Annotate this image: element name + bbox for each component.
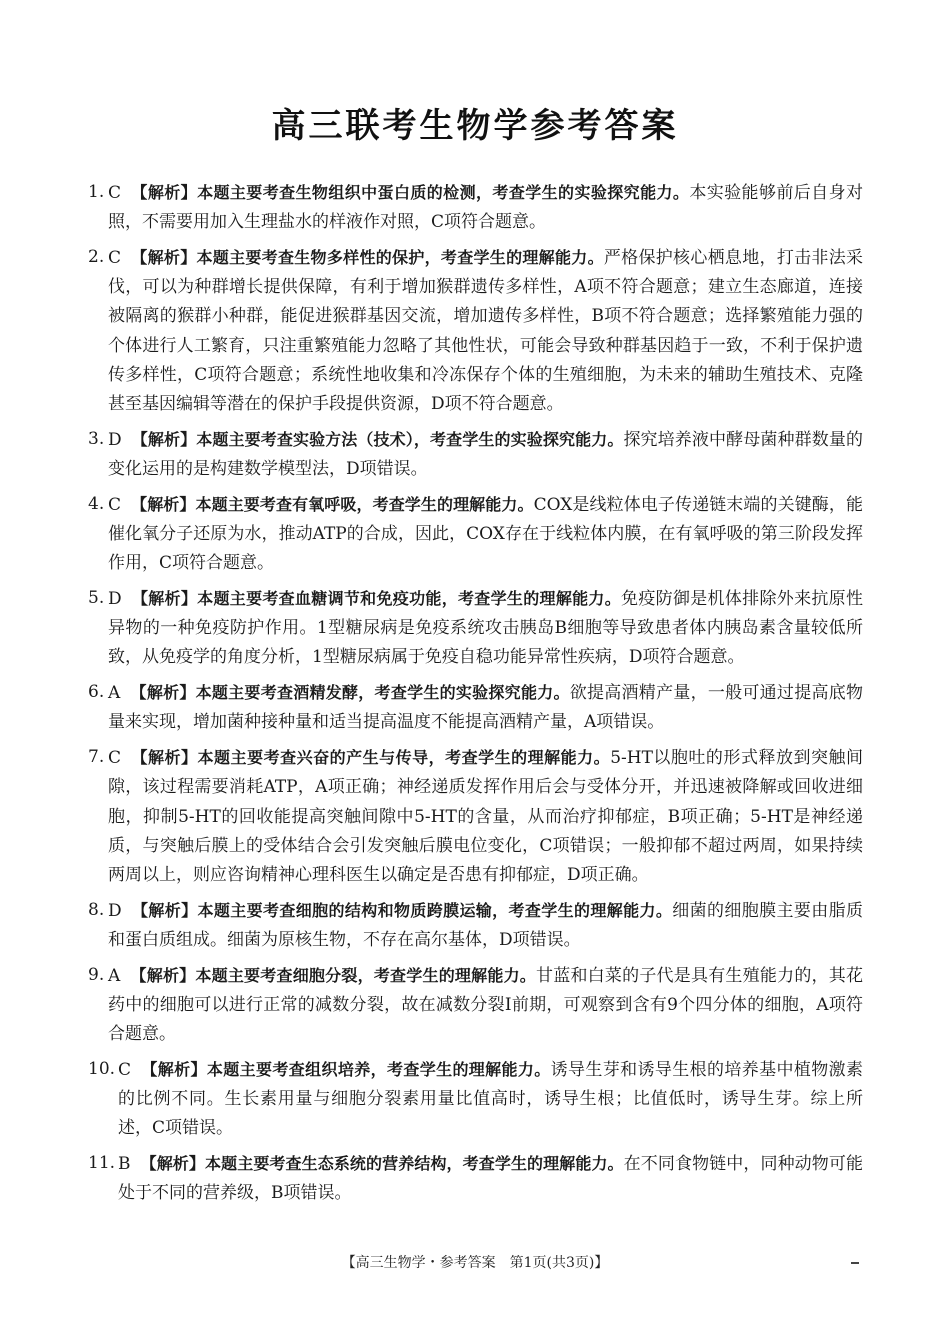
- answer-item: [88, 584, 863, 673]
- answer-choice: B: [118, 1154, 131, 1175]
- answer-item: [88, 1149, 863, 1208]
- answer-item: [88, 896, 863, 955]
- analysis-tag: 【解析】: [131, 589, 198, 609]
- analysis-tag: 【解析】: [131, 429, 197, 449]
- corner-mark: [851, 1262, 859, 1264]
- answer-number: 5.: [88, 588, 105, 609]
- answer-number: 2.: [88, 247, 105, 267]
- answer-explanation: 5-HT以胞吐的形式释放到突触间隙，该过程需要消耗ATP，A项正确；神经递质发挥作用后会与受体分开，并迅速被降解或回收进细胞，抑制5-HT的回收能提高突触间隙中5-HT的含量，从而治疗抑郁症，B项正确；5-HT是神经递质，与突触后膜上的受体结合会引发突触后膜电位变化，C项错误；一般抑郁不超过两周，如果持续两周以上，则应咨询精神心理科医生以确定是否患有抑郁症，D项正确。: [108, 748, 863, 886]
- analysis-tag: 【解析】: [131, 900, 198, 920]
- answer-choice: D: [108, 589, 122, 610]
- answer-item: [88, 961, 863, 1050]
- answer-number: 4.: [88, 493, 105, 514]
- answer-item: [88, 178, 863, 237]
- answer-summary: 本题主要考查细胞的结构和物质跨膜运输，考查学生的理解能力。: [197, 900, 673, 920]
- answer-number: 11.: [88, 1153, 116, 1174]
- answer-item: [88, 425, 863, 484]
- analysis-tag: 【解析】: [140, 1154, 206, 1174]
- analysis-tag: 【解析】: [130, 683, 196, 703]
- answer-number: 1.: [88, 182, 105, 202]
- answer-summary: 本题主要考查有氧呼吸，考查学生的理解能力。: [195, 494, 534, 514]
- answer-explanation: 严格保护核心栖息地，打击非法采伐，可以为种群增长提供保障，有利于增加猴群遗传多样性，A项不符合题意；建立生态廊道，连接被隔离的猴群小种群，能促进猴群基因交流，增加遗传多样性，B项不符合题意；选择繁殖能力强的个体进行人工繁育，只注重繁殖能力忽略了其他性状，可能会导致种群基因趋于一致，不利于保护遗传多样性，C项符合题意；系统性地收集和冷冻保存个体的生殖细胞，为未来的辅助生殖技术、克隆甚至基因编辑等潜在的保护手段提供资源，D项不符合题意。: [108, 248, 863, 415]
- analysis-tag: 【解析】: [131, 494, 196, 514]
- answer-summary: 本题主要考查生物组织中蛋白质的检测，考查学生的实验探究能力。: [197, 183, 690, 202]
- answer-choice: D: [108, 900, 122, 921]
- answer-number: 7.: [88, 747, 105, 768]
- answer-list: [88, 178, 863, 1214]
- answer-explanation: 诱导生芽和诱导生根的培养基中植物激素的比例不同。生长素用量与细胞分裂素用量比值高时，诱导生根；比值低时，诱导生芽。综上所述，C项错误。: [118, 1060, 863, 1139]
- answer-number: 9.: [88, 964, 105, 985]
- answer-choice: C: [108, 748, 122, 769]
- answer-choice: A: [108, 965, 121, 986]
- answer-number: 8.: [88, 899, 105, 920]
- answer-summary: 本题主要考查生态系统的营养结构，考查学生的理解能力。: [205, 1154, 624, 1174]
- answer-choice: A: [108, 683, 121, 704]
- page-footer: 【高三生物学・参考答案 第1页(共3页)】: [341, 1255, 609, 1271]
- answer-choice: C: [108, 494, 122, 515]
- answer-item: [88, 1055, 863, 1144]
- page-title: 高三联考生物学参考答案: [271, 106, 679, 146]
- answer-item: [88, 490, 863, 579]
- answer-explanation: 细菌的细胞膜主要由脂质和蛋白质组成。细菌为原核生物，不存在高尔基体，D项错误。: [108, 900, 863, 951]
- answer-summary: 本题主要考查生物多样性的保护，考查学生的理解能力。: [196, 248, 604, 267]
- answer-choice: C: [108, 248, 122, 268]
- answer-explanation: 甘蓝和白菜的子代是具有生殖能力的，其花药中的细胞可以进行正常的减数分裂，故在减数分裂Ⅰ前期，可观察到含有9个四分体的细胞，A项符合题意。: [108, 965, 863, 1045]
- answer-summary: 本题主要考查兴奋的产生与传导，考查学生的理解能力。: [197, 748, 611, 768]
- answer-explanation: 在不同食物链中，同种动物可能处于不同的营养级，B项错误。: [118, 1154, 863, 1204]
- answer-explanation: 本实验能够前后自身对照，不需要用加入生理盐水的样液作对照，C项符合题意。: [108, 183, 863, 233]
- answer-summary: 本题主要考查酒精发酵，考查学生的实验探究能力。: [195, 683, 570, 703]
- answer-summary: 本题主要考查细胞分裂，考查学生的理解能力。: [195, 965, 537, 985]
- analysis-tag: 【解析】: [131, 183, 198, 202]
- answer-explanation: COX是线粒体电子传递链末端的关键酶，能催化氧分子还原为水，推动ATP的合成，因此，COX存在于线粒体内膜，在有氧呼吸的第三阶段发挥作用，C项符合题意。: [108, 494, 863, 574]
- answer-summary: 本题主要考查血糖调节和免疫功能，考查学生的理解能力。: [197, 589, 622, 609]
- answer-explanation: 免疫防御是机体排除外来抗原性异物的一种免疫防护作用。1型糖尿病是免疫系统攻击胰岛B细胞等导致患者体内胰岛素含量较低所致，从免疫学的角度分析，1型糖尿病属于免疫自稳功能异常性疾病，D项符合题意。: [108, 589, 863, 668]
- answer-number: 6.: [88, 682, 105, 703]
- answer-item: [88, 743, 863, 890]
- answer-item: [88, 678, 863, 737]
- analysis-tag: 【解析】: [131, 248, 197, 267]
- answer-number: 10.: [88, 1059, 116, 1080]
- analysis-tag: 【解析】: [141, 1060, 207, 1080]
- answer-explanation: 探究培养液中酵母菌种群数量的变化运用的是构建数学模型法，D项错误。: [108, 429, 863, 480]
- answer-summary: 本题主要考查实验方法（技术），考查学生的实验探究能力。: [196, 429, 624, 449]
- answer-choice: D: [108, 429, 122, 450]
- answer-explanation: 欲提高酒精产量，一般可通过提高底物量来实现，增加菌种接种量和适当提高温度不能提高酒精产量，A项错误。: [108, 683, 863, 733]
- answer-number: 3.: [88, 428, 105, 449]
- answer-choice: C: [108, 183, 122, 203]
- answer-summary: 本题主要考查组织培养，考查学生的理解能力。: [206, 1060, 551, 1080]
- answer-choice: C: [118, 1060, 132, 1081]
- analysis-tag: 【解析】: [130, 965, 196, 985]
- answer-item: [88, 243, 863, 419]
- analysis-tag: 【解析】: [131, 748, 198, 768]
